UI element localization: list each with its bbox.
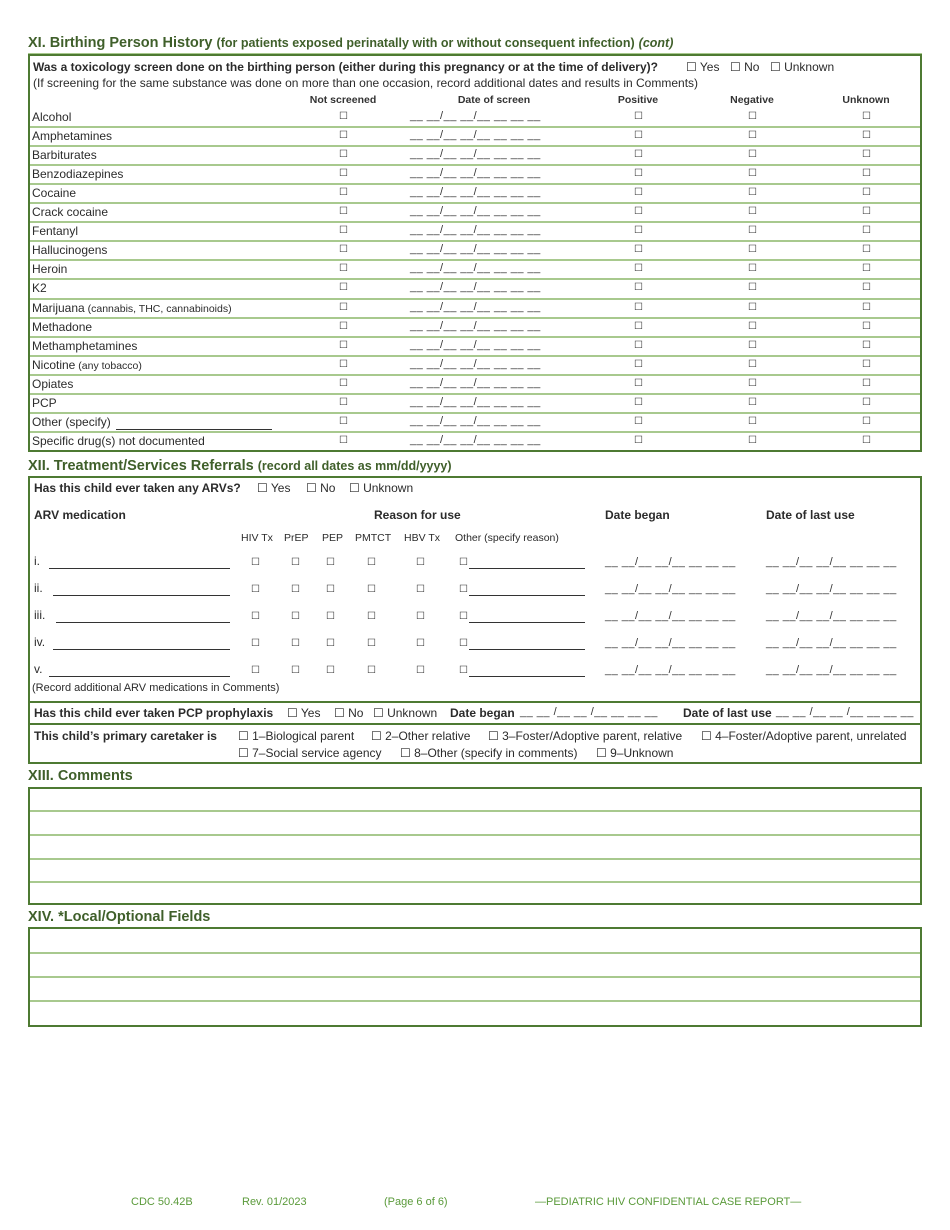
reason-for-use-header: Reason for use xyxy=(374,508,461,522)
pcp-question: Has this child ever taken PCP prophylaxis xyxy=(34,706,274,720)
substance-label: Barbiturates xyxy=(32,148,97,163)
substance-label: Opiates xyxy=(32,376,74,391)
unknown-checkbox[interactable]: ☐ xyxy=(862,415,871,427)
footer-report-title: —PEDIATRIC HIV CONFIDENTIAL CASE REPORT— xyxy=(535,1196,802,1208)
not-screened-checkbox[interactable]: ☐ xyxy=(339,339,348,351)
unknown-checkbox[interactable]: ☐ xyxy=(862,434,871,446)
other-reason-checkbox[interactable]: ☐ xyxy=(459,638,468,649)
row-divider xyxy=(30,298,920,300)
row-divider xyxy=(30,126,920,128)
row-divider xyxy=(30,240,920,242)
arv-row-label: iv. xyxy=(34,635,46,649)
negative-checkbox[interactable]: ☐ xyxy=(748,339,757,351)
row-divider xyxy=(30,221,920,223)
negative-checkbox[interactable]: ☐ xyxy=(748,434,757,446)
date-of-screen-field[interactable]: __ __/__ __/__ __ __ __ xyxy=(410,110,541,122)
pcp-option-unknown[interactable]: ☐ Unknown xyxy=(373,706,438,720)
section-14-heading: XIV. *Local/Optional Fields xyxy=(28,909,211,925)
hbv-tx-checkbox[interactable]: ☐ xyxy=(416,665,425,676)
row-divider xyxy=(30,317,920,319)
pep-checkbox[interactable]: ☐ xyxy=(326,611,335,622)
not-screened-checkbox[interactable]: ☐ xyxy=(339,168,348,180)
substance-label: Alcohol xyxy=(32,110,72,124)
date-of-screen-field[interactable]: __ __/__ __/__ __ __ __ xyxy=(410,300,541,313)
unknown-checkbox[interactable]: ☐ xyxy=(862,225,871,237)
comment-line xyxy=(30,858,920,860)
date-of-screen-field[interactable]: __ __/__ __/__ __ __ __ xyxy=(410,357,541,370)
section-11-heading: XI. Birthing Person History (for patients exposed perinatally with or without consequent infection) (cont) xyxy=(28,35,674,51)
substance-name xyxy=(32,243,107,257)
unknown-checkbox[interactable]: ☐ xyxy=(862,377,871,389)
unknown-checkbox[interactable]: ☐ xyxy=(862,111,871,122)
substance-note: (cannabis, THC, cannabinoids) xyxy=(87,302,232,315)
footer-revision: Rev. 01/2023 xyxy=(242,1196,307,1208)
row-divider xyxy=(30,393,920,395)
date-of-screen-field[interactable]: __ __/__ __/__ __ __ __ xyxy=(410,376,541,389)
positive-checkbox[interactable]: ☐ xyxy=(634,225,643,237)
negative-checkbox[interactable]: ☐ xyxy=(748,377,757,389)
caretaker-option-8[interactable]: ☐ 8–Other (specify in comments) xyxy=(400,746,578,760)
arv-medication-field[interactable] xyxy=(53,595,231,596)
unknown-checkbox[interactable]: ☐ xyxy=(862,168,871,180)
positive-checkbox[interactable]: ☐ xyxy=(634,320,643,332)
positive-checkbox[interactable]: ☐ xyxy=(634,415,643,427)
row-divider xyxy=(30,431,920,433)
negative-checkbox[interactable]: ☐ xyxy=(748,396,757,408)
pep-checkbox[interactable]: ☐ xyxy=(326,665,335,676)
positive-checkbox[interactable]: ☐ xyxy=(634,187,643,199)
pcp-date-began-field[interactable]: __ __ /__ __ /__ __ __ __ xyxy=(520,706,658,718)
unknown-checkbox[interactable]: ☐ xyxy=(862,149,871,161)
other-reason-field[interactable] xyxy=(469,595,585,596)
not-screened-checkbox[interactable]: ☐ xyxy=(339,415,348,427)
date-of-screen-field[interactable]: __ __/__ __/__ __ __ __ xyxy=(410,148,541,161)
caretaker-option-3[interactable]: ☐ 3–Foster/Adoptive parent, relative xyxy=(488,729,683,743)
col-negative: Negative xyxy=(730,94,774,106)
positive-checkbox[interactable]: ☐ xyxy=(634,206,643,218)
unknown-checkbox[interactable]: ☐ xyxy=(862,206,871,218)
prep-checkbox[interactable]: ☐ xyxy=(291,665,300,676)
substance-name xyxy=(32,167,123,181)
arv-row-label: iii. xyxy=(34,608,46,622)
substance-label: Methadone xyxy=(32,319,93,334)
comment-line xyxy=(30,834,920,836)
hbv-tx-checkbox[interactable]: ☐ xyxy=(416,557,425,568)
local-fields-box[interactable] xyxy=(28,927,922,1027)
negative-checkbox[interactable]: ☐ xyxy=(748,282,757,294)
substance-name xyxy=(32,148,97,162)
other-reason-checkbox[interactable]: ☐ xyxy=(459,584,468,595)
not-screened-checkbox[interactable]: ☐ xyxy=(339,130,348,142)
unknown-checkbox[interactable]: ☐ xyxy=(862,339,871,351)
positive-checkbox[interactable]: ☐ xyxy=(634,301,643,313)
pmtct-checkbox[interactable]: ☐ xyxy=(367,665,376,676)
arv-question: Has this child ever taken any ARVs? xyxy=(34,481,241,495)
section-13-heading: XIII. Comments xyxy=(28,768,133,784)
caretaker-option-9[interactable]: ☐ 9–Unknown xyxy=(596,746,674,760)
date-of-screen-field[interactable]: __ __/__ __/__ __ __ __ xyxy=(410,433,541,446)
substance-label: Crack cocaine xyxy=(32,205,109,220)
field-line xyxy=(30,976,920,978)
substance-label: Hallucinogens xyxy=(32,243,108,258)
date-of-screen-field[interactable]: __ __/__ __/__ __ __ __ xyxy=(410,338,541,351)
caretaker-option-4[interactable]: ☐ 4–Foster/Adoptive parent, unrelated xyxy=(701,729,907,743)
date-of-screen-field[interactable]: __ __/__ __/__ __ __ __ xyxy=(410,186,541,199)
substance-name xyxy=(32,262,67,276)
negative-checkbox[interactable]: ☐ xyxy=(748,111,757,122)
date-of-screen-field[interactable]: __ __/__ __/__ __ __ __ xyxy=(410,319,541,332)
not-screened-checkbox[interactable]: ☐ xyxy=(339,301,348,313)
positive-checkbox[interactable]: ☐ xyxy=(634,358,643,370)
hbv-tx-checkbox[interactable]: ☐ xyxy=(416,638,425,649)
substance-label: Other (specify) xyxy=(32,414,111,429)
not-screened-checkbox[interactable]: ☐ xyxy=(339,320,348,332)
negative-checkbox[interactable]: ☐ xyxy=(748,187,757,199)
negative-checkbox[interactable]: ☐ xyxy=(748,168,757,180)
prep-checkbox[interactable]: ☐ xyxy=(291,638,300,649)
substance-name xyxy=(32,415,111,429)
negative-checkbox[interactable]: ☐ xyxy=(748,263,757,275)
additional-arv-note: (Record additional ARV medications in Comments) xyxy=(32,682,280,694)
negative-checkbox[interactable]: ☐ xyxy=(748,225,757,237)
arv-date-began-field[interactable]: __ __/__ __/__ __ __ __ xyxy=(605,556,736,568)
row-divider xyxy=(30,259,920,261)
positive-checkbox[interactable]: ☐ xyxy=(634,434,643,446)
other-reason-field[interactable] xyxy=(469,649,585,650)
toxicology-table xyxy=(28,54,922,452)
row-divider xyxy=(30,278,920,280)
substance-name xyxy=(32,339,137,353)
date-of-screen-field[interactable]: __ __/__ __/__ __ __ __ xyxy=(410,262,541,275)
reason-hiv-tx: HIV Tx xyxy=(241,532,273,544)
positive-checkbox[interactable]: ☐ xyxy=(634,244,643,256)
arv-medication-field[interactable] xyxy=(53,649,231,650)
date-began-header: Date began xyxy=(605,508,670,522)
not-screened-checkbox[interactable]: ☐ xyxy=(339,111,348,122)
substance-name xyxy=(32,358,142,372)
substance-name xyxy=(32,281,47,295)
positive-checkbox[interactable]: ☐ xyxy=(634,149,643,161)
arv-option-unknown[interactable]: ☐ Unknown xyxy=(349,481,414,495)
substance-name xyxy=(32,224,78,238)
not-screened-checkbox[interactable]: ☐ xyxy=(339,434,348,446)
arv-date-began-field[interactable]: __ __/__ __/__ __ __ __ xyxy=(605,664,736,676)
col-not-screened: Not screened xyxy=(309,94,377,106)
toxicology-question: Was a toxicology screen done on the birthing person (either during this pregnancy or at the time of delivery)? xyxy=(33,60,658,74)
arv-option-no[interactable]: ☐ No xyxy=(306,481,336,495)
negative-checkbox[interactable]: ☐ xyxy=(748,301,757,313)
section-12-heading: XII. Treatment/Services Referrals (record all dates as mm/dd/yyyy) xyxy=(28,458,452,474)
row-divider xyxy=(30,374,920,376)
hiv-tx-checkbox[interactable]: ☐ xyxy=(251,557,260,568)
pcp-date-last-field[interactable]: __ __ /__ __ /__ __ __ __ xyxy=(776,706,914,718)
date-of-screen-field[interactable]: __ __/__ __/__ __ __ __ xyxy=(410,243,541,256)
not-screened-checkbox[interactable]: ☐ xyxy=(339,396,348,408)
arv-date-began-field[interactable]: __ __/__ __/__ __ __ __ xyxy=(605,583,736,595)
arv-date-last-use-field[interactable]: __ __/__ __/__ __ __ __ xyxy=(766,610,897,622)
date-of-screen-field[interactable]: __ __/__ __/__ __ __ __ xyxy=(410,395,541,408)
arv-medication-header: ARV medication xyxy=(34,508,126,522)
caretaker-option-2[interactable]: ☐ 2–Other relative xyxy=(371,729,471,743)
caretaker-option-1[interactable]: ☐ 1–Biological parent xyxy=(238,729,355,743)
prep-checkbox[interactable]: ☐ xyxy=(291,611,300,622)
col-date-of-screen: Date of screen xyxy=(457,94,531,106)
pcp-date-began-label: Date began xyxy=(450,706,515,720)
arv-date-last-use-field[interactable]: __ __/__ __/__ __ __ __ xyxy=(766,664,897,676)
arv-row-label: ii. xyxy=(34,581,43,595)
substance-label: Methamphetamines xyxy=(32,338,138,353)
field-line xyxy=(30,952,920,954)
not-screened-checkbox[interactable]: ☐ xyxy=(339,187,348,199)
arv-medication-field[interactable] xyxy=(49,568,230,569)
unknown-checkbox[interactable]: ☐ xyxy=(862,320,871,332)
substance-name xyxy=(32,129,112,143)
pmtct-checkbox[interactable]: ☐ xyxy=(367,557,376,568)
negative-checkbox[interactable]: ☐ xyxy=(748,244,757,256)
col-positive: Positive xyxy=(617,94,659,106)
treatment-box xyxy=(28,476,922,764)
negative-checkbox[interactable]: ☐ xyxy=(748,130,757,142)
other-reason-checkbox[interactable]: ☐ xyxy=(459,611,468,622)
substance-name xyxy=(32,110,71,124)
substance-name xyxy=(32,396,57,410)
substance-label: Benzodiazepines xyxy=(32,167,124,182)
other-reason-checkbox[interactable]: ☐ xyxy=(459,665,468,676)
divider xyxy=(30,701,920,703)
prep-checkbox[interactable]: ☐ xyxy=(291,584,300,595)
negative-checkbox[interactable]: ☐ xyxy=(748,206,757,218)
col-unknown: Unknown xyxy=(842,94,890,106)
substance-label: Specific drug(s) not documented xyxy=(32,433,205,448)
hiv-tx-checkbox[interactable]: ☐ xyxy=(251,611,260,622)
hiv-tx-checkbox[interactable]: ☐ xyxy=(251,638,260,649)
other-reason-field[interactable] xyxy=(469,622,585,623)
substance-name xyxy=(32,434,205,448)
other-reason-field[interactable] xyxy=(469,676,585,677)
divider xyxy=(30,723,920,725)
substance-label: Heroin xyxy=(32,262,68,277)
tox-option-no[interactable]: ☐ No xyxy=(730,60,760,74)
arv-option-yes[interactable]: ☐ Yes xyxy=(257,481,291,495)
not-screened-checkbox[interactable]: ☐ xyxy=(339,263,348,275)
comment-line xyxy=(30,881,920,883)
other-reason-checkbox[interactable]: ☐ xyxy=(459,557,468,568)
unknown-checkbox[interactable]: ☐ xyxy=(862,263,871,275)
negative-checkbox[interactable]: ☐ xyxy=(748,415,757,427)
comments-box[interactable] xyxy=(28,787,922,905)
pmtct-checkbox[interactable]: ☐ xyxy=(367,638,376,649)
negative-checkbox[interactable]: ☐ xyxy=(748,358,757,370)
positive-checkbox[interactable]: ☐ xyxy=(634,168,643,180)
reason-other: Other (specify reason) xyxy=(455,532,559,544)
arv-date-last-use-field[interactable]: __ __/__ __/__ __ __ __ xyxy=(766,556,897,568)
hiv-tx-checkbox[interactable]: ☐ xyxy=(251,665,260,676)
pmtct-checkbox[interactable]: ☐ xyxy=(367,584,376,595)
substance-label: PCP xyxy=(32,395,57,410)
substance-label: Nicotine xyxy=(32,357,76,372)
substance-label: Marijuana xyxy=(32,300,85,315)
not-screened-checkbox[interactable]: ☐ xyxy=(339,244,348,256)
row-divider xyxy=(30,412,920,414)
field-line xyxy=(30,1000,920,1002)
substance-name xyxy=(32,301,232,315)
unknown-checkbox[interactable]: ☐ xyxy=(862,282,871,294)
negative-checkbox[interactable]: ☐ xyxy=(748,320,757,332)
comment-line xyxy=(30,810,920,812)
unknown-checkbox[interactable]: ☐ xyxy=(862,396,871,408)
not-screened-checkbox[interactable]: ☐ xyxy=(339,282,348,294)
footer-form-number: CDC 50.42B xyxy=(131,1196,193,1208)
arv-date-began-field[interactable]: __ __/__ __/__ __ __ __ xyxy=(605,637,736,649)
substance-name xyxy=(32,186,76,200)
substance-name xyxy=(32,377,73,391)
tox-option-unknown[interactable]: ☐ Unknown xyxy=(770,60,835,74)
substance-label: Amphetamines xyxy=(32,129,113,144)
tox-option-yes[interactable]: ☐ Yes xyxy=(686,60,720,74)
positive-checkbox[interactable]: ☐ xyxy=(634,377,643,389)
reason-pep: PEP xyxy=(322,532,344,544)
positive-checkbox[interactable]: ☐ xyxy=(634,111,643,122)
row-divider xyxy=(30,183,920,185)
substance-name xyxy=(32,320,92,334)
not-screened-checkbox[interactable]: ☐ xyxy=(339,358,348,370)
prep-checkbox[interactable]: ☐ xyxy=(291,557,300,568)
pmtct-checkbox[interactable]: ☐ xyxy=(367,611,376,622)
date-of-screen-field[interactable]: __ __/__ __/__ __ __ __ xyxy=(410,167,541,180)
unknown-checkbox[interactable]: ☐ xyxy=(862,358,871,370)
footer-page: (Page 6 of 6) xyxy=(384,1196,448,1208)
substance-note: (any tobacco) xyxy=(78,359,142,372)
pcp-option-no[interactable]: ☐ No xyxy=(334,706,364,720)
date-of-screen-field[interactable]: __ __/__ __/__ __ __ __ xyxy=(410,129,541,142)
pcp-option-yes[interactable]: ☐ Yes xyxy=(287,706,321,720)
arv-date-last-use-field[interactable]: __ __/__ __/__ __ __ __ xyxy=(766,583,897,595)
positive-checkbox[interactable]: ☐ xyxy=(634,130,643,142)
pep-checkbox[interactable]: ☐ xyxy=(326,557,335,568)
hiv-tx-checkbox[interactable]: ☐ xyxy=(251,584,260,595)
date-of-screen-field[interactable]: __ __/__ __/__ __ __ __ xyxy=(410,414,541,427)
row-divider xyxy=(30,355,920,357)
negative-checkbox[interactable]: ☐ xyxy=(748,149,757,161)
row-divider xyxy=(30,202,920,204)
arv-date-began-field[interactable]: __ __/__ __/__ __ __ __ xyxy=(605,610,736,622)
unknown-checkbox[interactable]: ☐ xyxy=(862,244,871,256)
substance-label: Cocaine xyxy=(32,186,77,201)
other-reason-field[interactable] xyxy=(469,568,585,569)
reason-hbv-tx: HBV Tx xyxy=(404,532,440,544)
other-specify-field[interactable] xyxy=(116,429,272,430)
arv-medication-field[interactable] xyxy=(56,622,230,623)
substance-label: Fentanyl xyxy=(32,224,79,239)
not-screened-checkbox[interactable]: ☐ xyxy=(339,225,348,237)
date-of-screen-field[interactable]: __ __/__ __/__ __ __ __ xyxy=(410,281,541,294)
reason-prep: PrEP xyxy=(284,532,309,544)
positive-checkbox[interactable]: ☐ xyxy=(634,396,643,408)
arv-medication-field[interactable] xyxy=(49,676,230,677)
arv-row-label: i. xyxy=(34,554,40,568)
positive-checkbox[interactable]: ☐ xyxy=(634,263,643,275)
row-divider xyxy=(30,164,920,166)
date-of-screen-field[interactable]: __ __/__ __/__ __ __ __ xyxy=(410,224,541,237)
pcp-date-last-label: Date of last use xyxy=(683,706,772,720)
hbv-tx-checkbox[interactable]: ☐ xyxy=(416,584,425,595)
date-last-use-header: Date of last use xyxy=(766,508,855,522)
unknown-checkbox[interactable]: ☐ xyxy=(862,187,871,199)
caretaker-option-7[interactable]: ☐ 7–Social service agency xyxy=(238,746,382,760)
positive-checkbox[interactable]: ☐ xyxy=(634,339,643,351)
unknown-checkbox[interactable]: ☐ xyxy=(862,301,871,313)
row-divider xyxy=(30,145,920,147)
arv-row-label: v. xyxy=(34,662,43,676)
substance-label: K2 xyxy=(32,281,47,296)
positive-checkbox[interactable]: ☐ xyxy=(634,282,643,294)
hbv-tx-checkbox[interactable]: ☐ xyxy=(416,611,425,622)
not-screened-checkbox[interactable]: ☐ xyxy=(339,149,348,161)
caretaker-label: This child’s primary caretaker is xyxy=(34,729,217,743)
pep-checkbox[interactable]: ☐ xyxy=(326,584,335,595)
substance-name xyxy=(32,205,108,219)
not-screened-checkbox[interactable]: ☐ xyxy=(339,377,348,389)
reason-pmtct: PMTCT xyxy=(355,532,392,544)
pep-checkbox[interactable]: ☐ xyxy=(326,638,335,649)
arv-date-last-use-field[interactable]: __ __/__ __/__ __ __ __ xyxy=(766,637,897,649)
not-screened-checkbox[interactable]: ☐ xyxy=(339,206,348,218)
date-of-screen-field[interactable]: __ __/__ __/__ __ __ __ xyxy=(410,205,541,218)
toxicology-note: (If screening for the same substance was done on more than one occasion, record additional dates and results in Comments) xyxy=(33,76,699,90)
row-divider xyxy=(30,336,920,338)
unknown-checkbox[interactable]: ☐ xyxy=(862,130,871,142)
